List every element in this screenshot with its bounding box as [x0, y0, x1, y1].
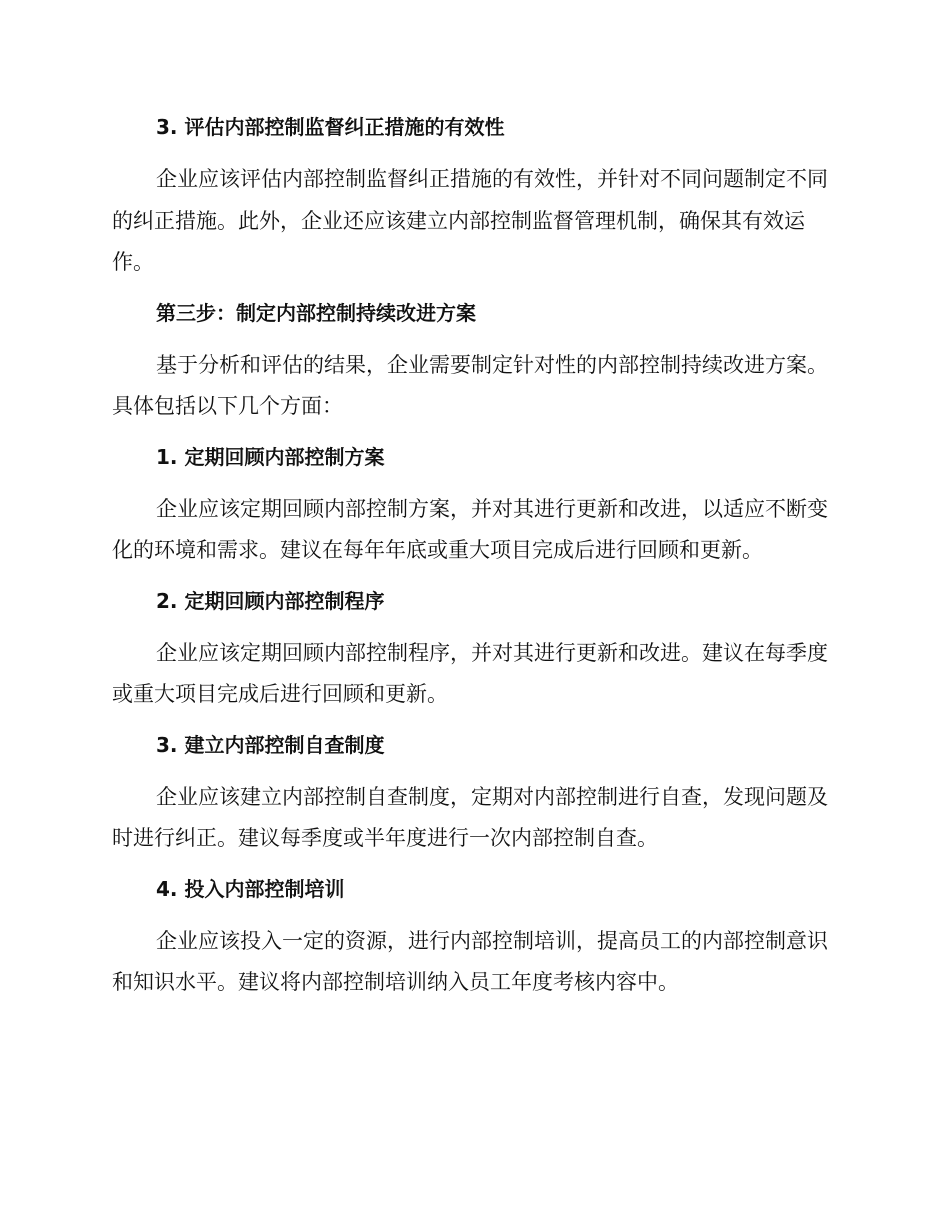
paragraph-self-inspection: 企业应该建立内部控制自查制度，定期对内部控制进行自查，发现问题及时进行纠正。建议每季度或半年度进行一次内部控制自查。: [112, 784, 828, 850]
document-page: [112, 108, 832, 1004]
paragraph-review-procedure: 企业应该定期回顾内部控制程序，并对其进行更新和改进。建议在每季度或重大项目完成后进行回顾和更新。: [112, 640, 828, 706]
paragraph-training: 企业应该投入一定的资源，进行内部控制培训，提高员工的内部控制意识和知识水平。建议将内部控制培训纳入员工年度考核内容中。: [112, 928, 828, 994]
section-heading-evaluate-effectiveness: 3. 评估内部控制监督纠正措施的有效性: [156, 115, 505, 139]
section-heading-review-procedure: 2. 定期回顾内部控制程序: [156, 588, 385, 613]
section-heading-training: 4. 投入内部控制培训: [156, 876, 345, 901]
section-heading-self-inspection: 3. 建立内部控制自查制度: [156, 732, 385, 757]
paragraph-evaluate-effectiveness: 企业应该评估内部控制监督纠正措施的有效性，并针对不同问题制定不同的纠正措施。此外，企业还应该建立内部控制监督管理机制，确保其有效运作。: [112, 167, 828, 274]
paragraph-step-three: 基于分析和评估的结果，企业需要制定针对性的内部控制持续改进方案。具体包括以下几个方面：: [112, 352, 828, 418]
section-heading-step-three: 第三步：制定内部控制持续改进方案: [156, 300, 476, 325]
paragraph-review-plan: 企业应该定期回顾内部控制方案，并对其进行更新和改进，以适应不断变化的环境和需求。建议在每年年底或重大项目完成后进行回顾和更新。: [112, 496, 828, 562]
section-heading-review-plan: 1. 定期回顾内部控制方案: [156, 444, 385, 469]
